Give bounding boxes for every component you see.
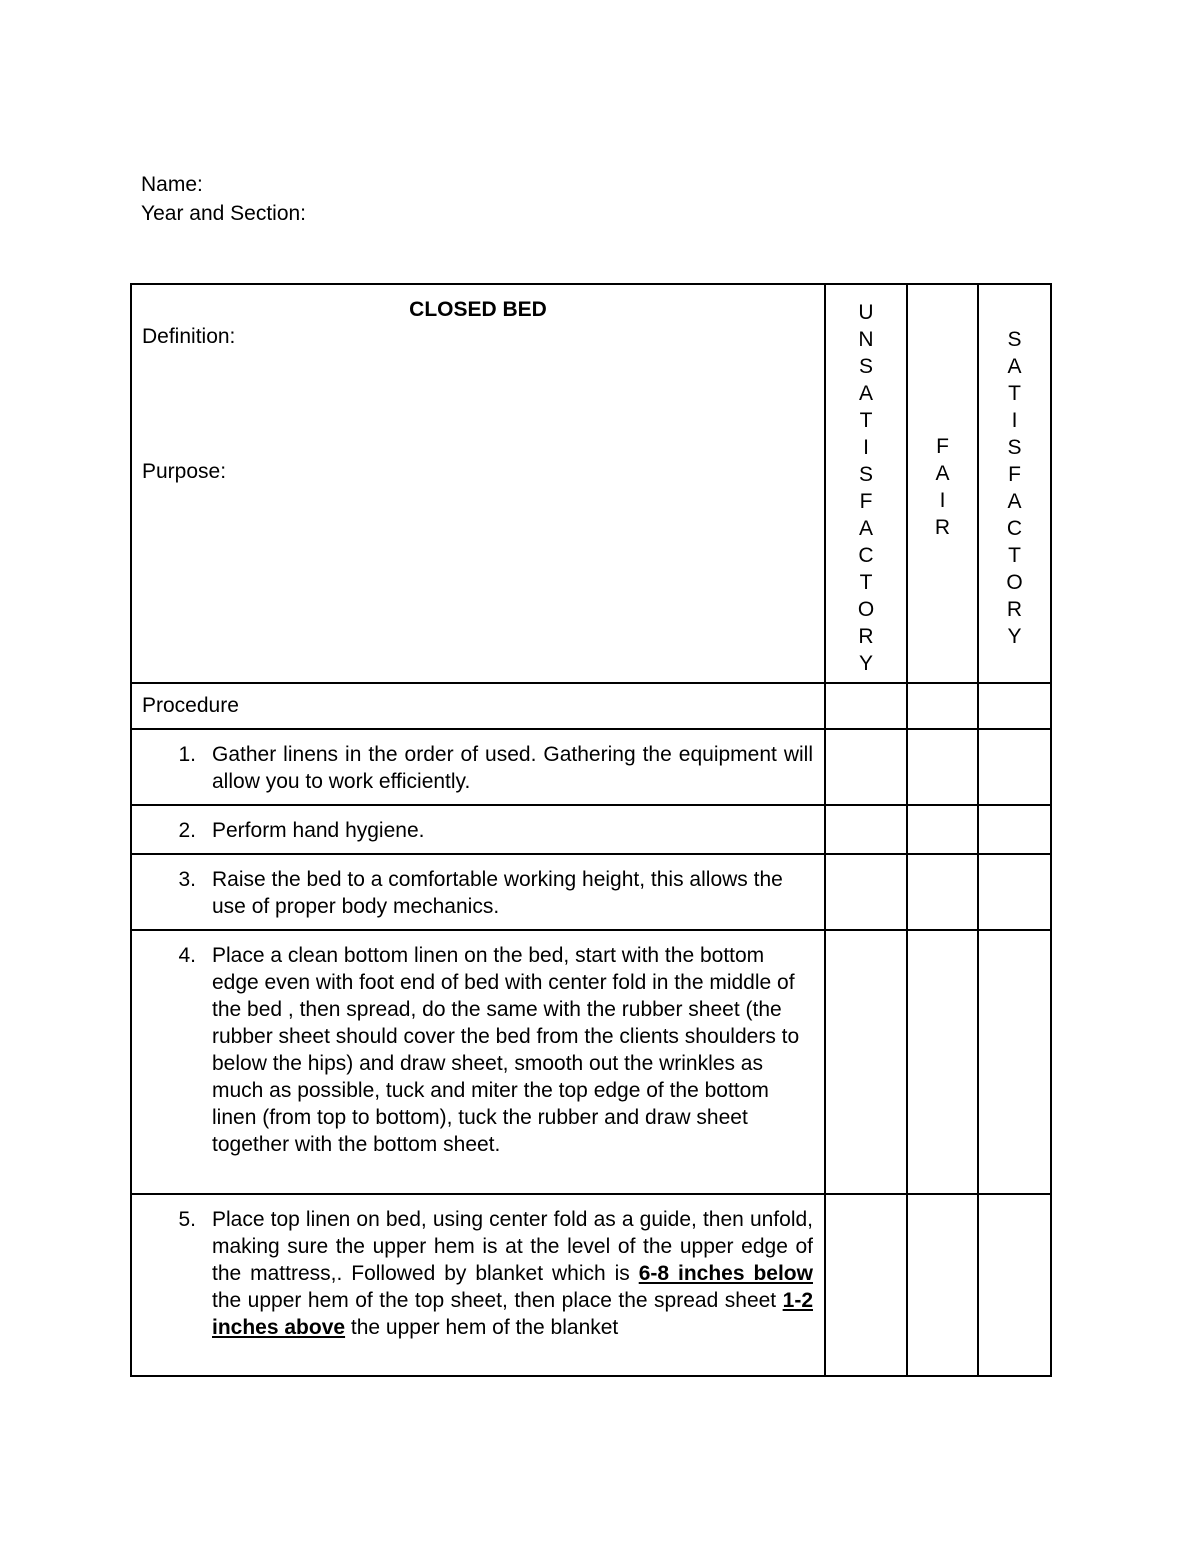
vertical-letter: I	[939, 489, 946, 512]
definition-label: Definition:	[142, 325, 236, 348]
rating-fair[interactable]	[907, 930, 978, 1194]
step-text: Perform hand hygiene.	[212, 819, 425, 842]
vertical-letter: O	[857, 598, 875, 621]
vertical-label	[908, 285, 977, 541]
procedure-step	[131, 805, 825, 854]
step-text: Place a clean bottom linen on the bed, start with the bottom edge even with foot end of bed with center fold in the middle of the bed , then spread, do the same with the rubber sheet (the rubber sheet should cover the bed from the clients shoulders to below the hips) and draw sheet, smooth out the wrinkles as much as possible, tuck and miter the top edge of the bottom linen (from top to bottom), tuck the rubber and draw sheet together with the bottom sheet.	[212, 944, 800, 1156]
step-text-part: the upper hem of the blanket	[350, 1316, 619, 1339]
emphasis-measure: 6-8 inches below	[638, 1262, 813, 1285]
vertical-letter: R	[1006, 598, 1023, 621]
column-fair	[907, 284, 978, 683]
vertical-letter: O	[1006, 571, 1023, 594]
step-text-part: the upper hem of the top sheet, then place the spread sheet	[212, 1289, 777, 1312]
rating-unsatisfactory[interactable]	[825, 1194, 907, 1376]
vertical-letter: Y	[858, 652, 873, 675]
purpose-label: Purpose:	[142, 460, 227, 483]
rating-unsatisfactory[interactable]	[825, 805, 907, 854]
procedure-label: Procedure	[131, 683, 825, 729]
vertical-letter: R	[858, 625, 874, 648]
rating-unsatisfactory[interactable]	[825, 854, 907, 930]
vertical-label	[826, 285, 906, 677]
rating-fair[interactable]	[907, 1194, 978, 1376]
emphasis-measure: 1-2 inches above	[212, 1289, 813, 1339]
rating-cell[interactable]	[825, 683, 907, 729]
procedure-step	[131, 930, 825, 1194]
vertical-letter: A	[858, 517, 873, 540]
vertical-letter: F	[936, 435, 949, 458]
header-fields	[141, 170, 306, 228]
vertical-letter: N	[858, 328, 874, 351]
vertical-letter: A	[858, 382, 873, 405]
rating-fair[interactable]	[907, 729, 978, 805]
vertical-letter: A	[1007, 355, 1022, 378]
vertical-letter: T	[859, 571, 873, 594]
procedure-step	[131, 729, 825, 805]
vertical-letter: S	[858, 463, 873, 486]
vertical-letter: R	[934, 516, 951, 539]
column-satisfactory	[978, 284, 1051, 683]
step-number: 3.	[178, 868, 196, 891]
vertical-letter: U	[858, 301, 874, 324]
vertical-letter: S	[1007, 328, 1022, 351]
rating-cell[interactable]	[978, 683, 1051, 729]
rating-fair[interactable]	[907, 805, 978, 854]
vertical-letter: A	[935, 462, 950, 485]
checklist-title: CLOSED BED	[409, 298, 547, 321]
step-number: 4.	[178, 944, 196, 967]
rating-unsatisfactory[interactable]	[825, 930, 907, 1194]
vertical-letter: A	[1007, 490, 1022, 513]
rating-cell[interactable]	[907, 683, 978, 729]
vertical-letter: S	[1007, 436, 1022, 459]
rating-fair[interactable]	[907, 854, 978, 930]
rating-satisfactory[interactable]	[978, 1194, 1051, 1376]
step-text: Gather linens in the order of used. Gathering the equipment will allow you to work efficiently.	[212, 743, 813, 793]
vertical-letter: C	[858, 544, 874, 567]
step-text	[212, 1206, 813, 1341]
rating-unsatisfactory[interactable]	[825, 729, 907, 805]
vertical-letter: I	[863, 436, 869, 459]
step-text-part: Place top linen on bed, using center fold as a guide, then unfold, making sure the upper hem is at the level of the upper edge of the mattress,. Followed by blanket which is	[212, 1208, 813, 1285]
vertical-letter: F	[859, 490, 873, 513]
name-label: Name:	[141, 173, 203, 196]
step-text: Raise the bed to a comfortable working height, this allows the use of proper body mechanics.	[212, 868, 783, 918]
vertical-letter: F	[1008, 463, 1021, 486]
vertical-letter: Y	[1007, 625, 1022, 648]
vertical-letter: T	[1008, 382, 1021, 405]
rating-satisfactory[interactable]	[978, 930, 1051, 1194]
vertical-letter: T	[859, 409, 873, 432]
year-section-label: Year and Section:	[141, 202, 307, 225]
header-cell	[131, 284, 825, 683]
step-number: 5.	[178, 1208, 196, 1231]
procedure-step	[131, 854, 825, 930]
column-unsatisfactory	[825, 284, 907, 683]
vertical-letter: T	[1008, 544, 1021, 567]
rating-satisfactory[interactable]	[978, 854, 1051, 930]
procedure-step	[131, 1194, 825, 1376]
vertical-letter: C	[1006, 517, 1023, 540]
step-number: 2.	[178, 819, 196, 842]
closed-bed-checklist	[130, 283, 1052, 1377]
rating-satisfactory[interactable]	[978, 805, 1051, 854]
vertical-letter: I	[1011, 409, 1018, 432]
vertical-letter: S	[858, 355, 873, 378]
step-number: 1.	[178, 743, 196, 766]
vertical-label	[979, 285, 1050, 650]
rating-satisfactory[interactable]	[978, 729, 1051, 805]
